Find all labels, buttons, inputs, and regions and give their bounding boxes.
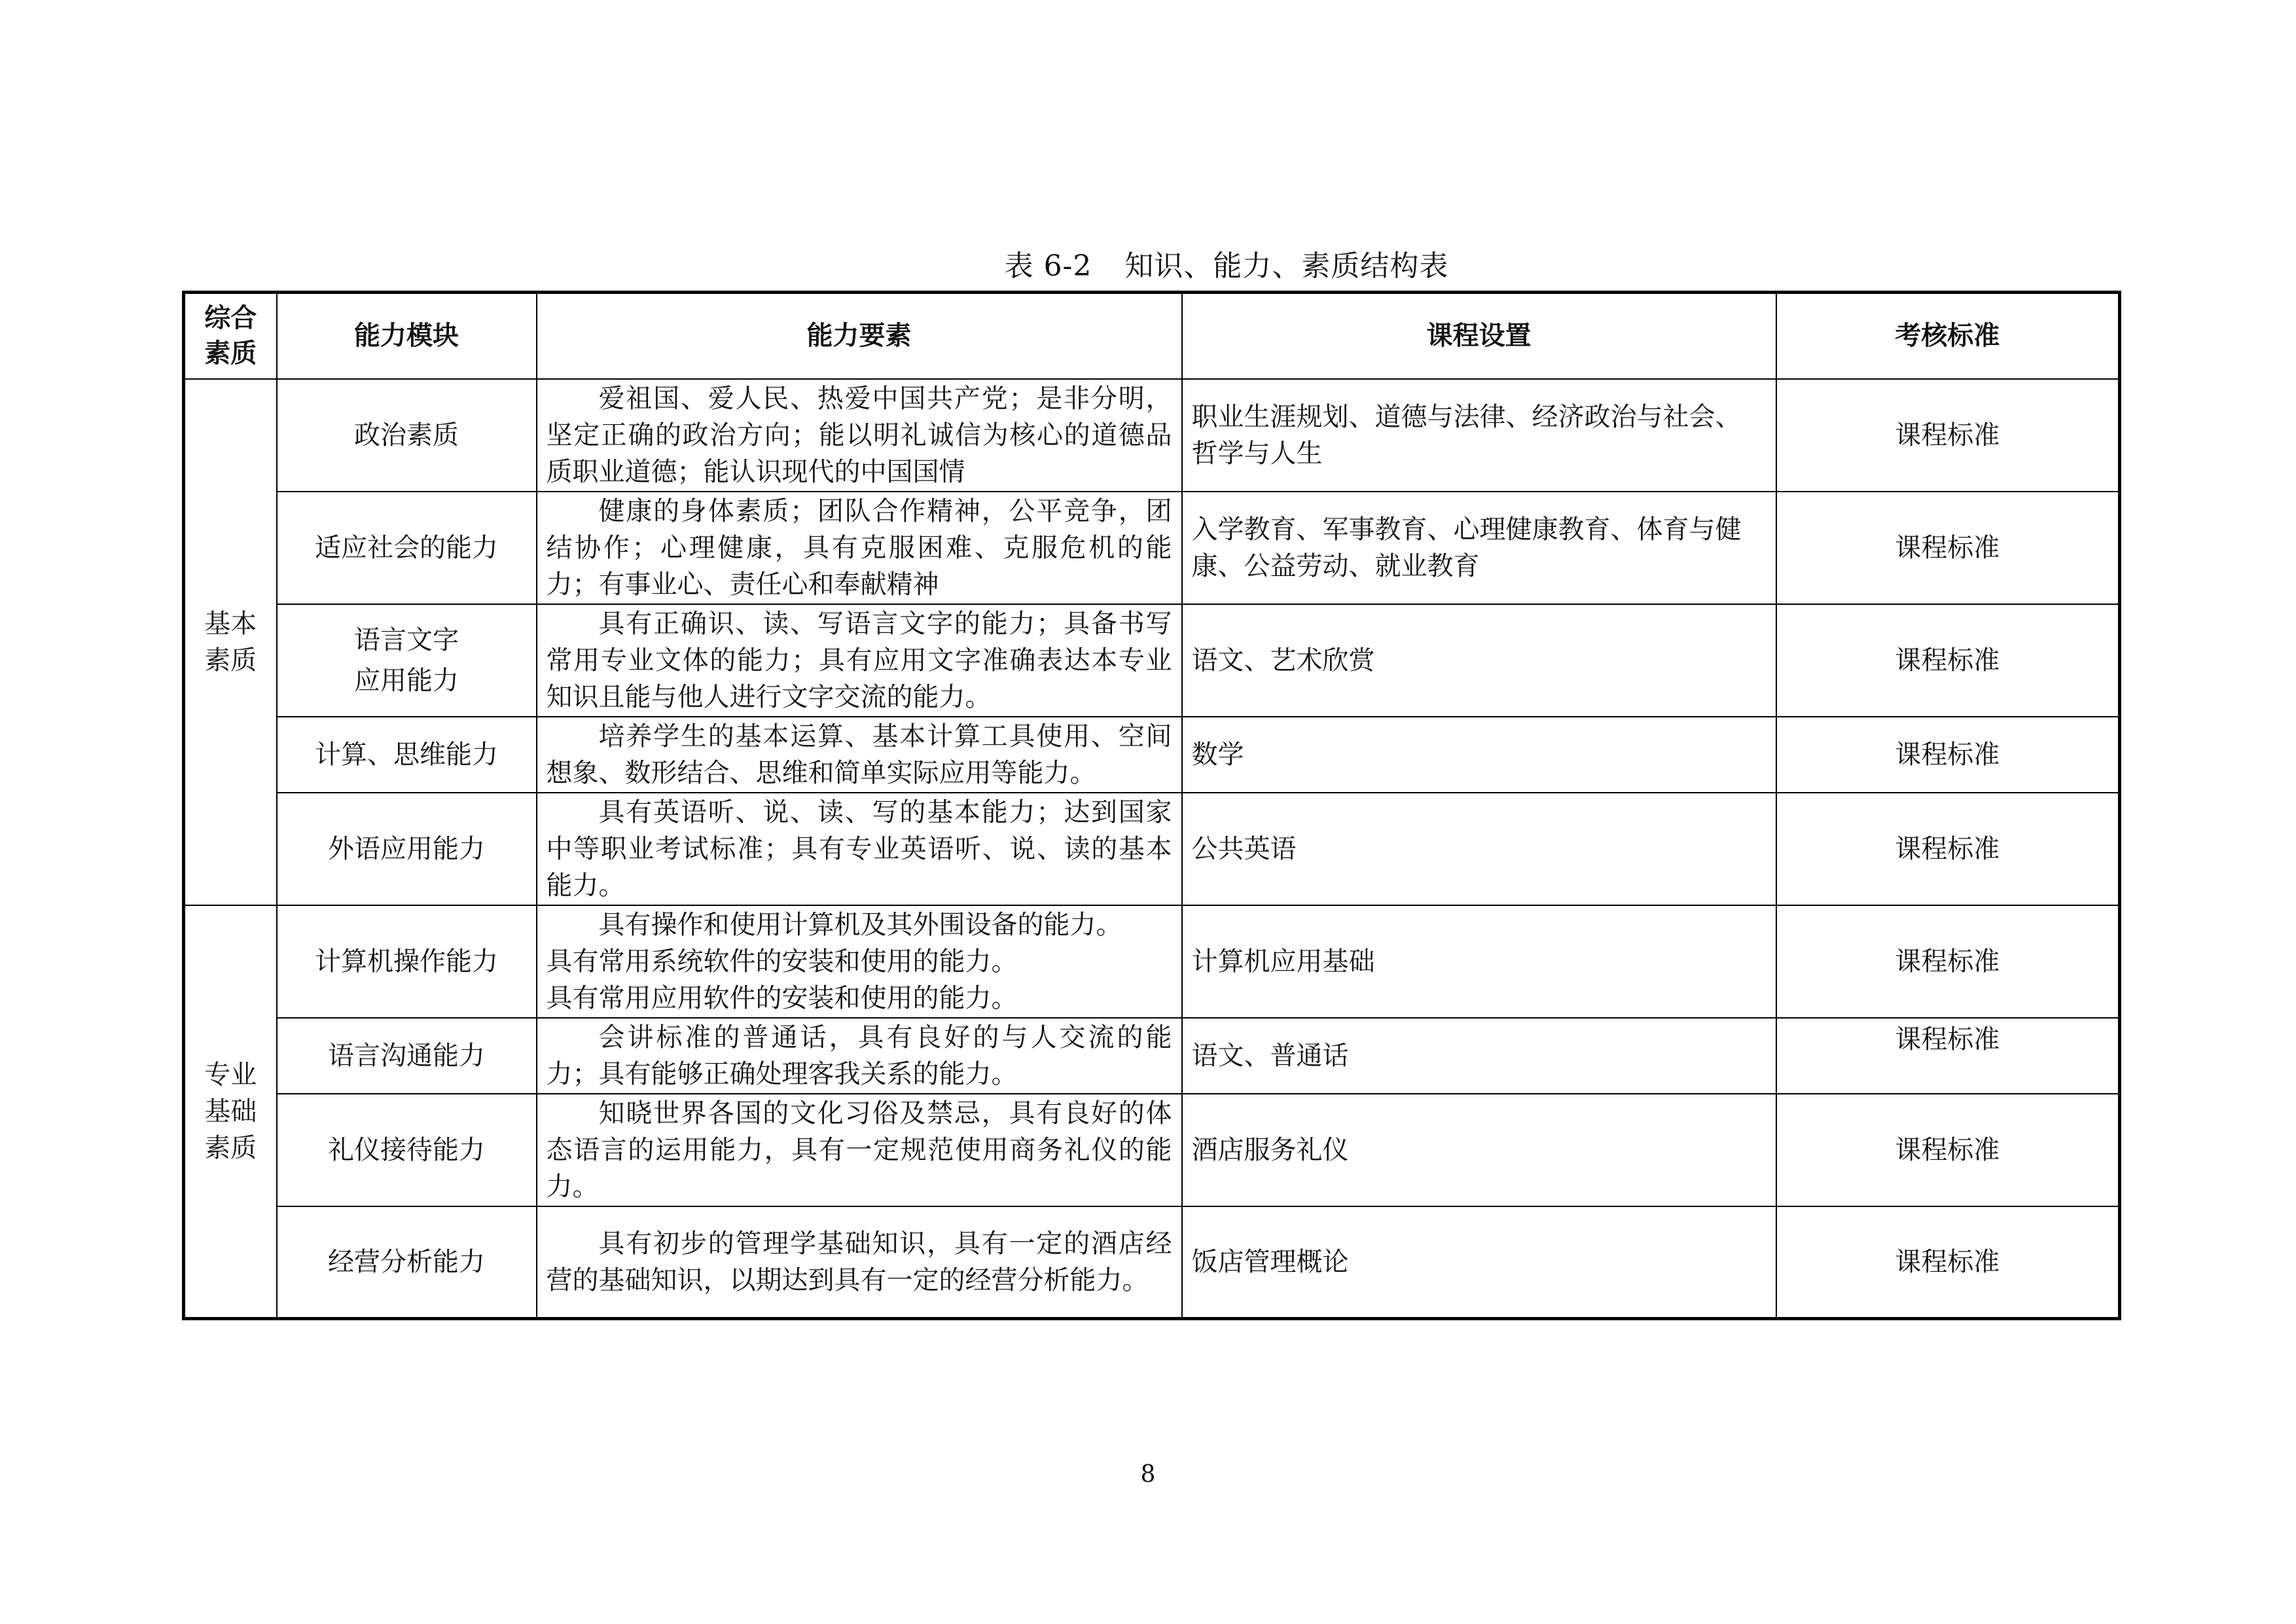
standard-cell: 课程标准	[1776, 717, 2120, 793]
category-cell-professional	[184, 905, 277, 1319]
module-cell: 经营分析能力	[277, 1206, 537, 1319]
module-cell: 外语应用能力	[277, 793, 537, 905]
table-caption	[0, 244, 2296, 289]
category-cell-basic	[184, 379, 277, 905]
courses-cell: 公共英语	[1182, 793, 1776, 905]
standard-cell: 课程标准	[1776, 905, 2120, 1018]
courses-cell: 计算机应用基础	[1182, 905, 1776, 1018]
standard-cell: 课程标准	[1776, 604, 2120, 717]
elements-cell: 健康的身体素质；团队合作精神，公平竞争，团结协作；心理健康，具有克服困难、克服危机的能力；有事业心、责任心和奉献精神	[537, 492, 1182, 604]
courses-cell: 数学	[1182, 717, 1776, 793]
header-category	[184, 293, 277, 379]
table-row	[184, 492, 2120, 604]
elements-line: 具有常用应用软件的安装和使用的能力。	[546, 983, 1018, 1013]
standard-cell: 课程标准	[1776, 1206, 2120, 1319]
courses-cell: 语文、普通话	[1182, 1018, 1776, 1094]
elements-cell: 培养学生的基本运算、基本计算工具使用、空间想象、数形结合、思维和简单实际应用等能力。	[537, 717, 1182, 793]
module-cell: 适应社会的能力	[277, 492, 537, 604]
category-line: 素质	[204, 1132, 257, 1163]
table-row	[184, 379, 2120, 492]
module-cell: 语言沟通能力	[277, 1018, 537, 1094]
page-number: 8	[1140, 1461, 1156, 1488]
header-category-line1: 综合	[204, 303, 257, 334]
table-row	[184, 905, 2120, 1018]
table-caption-number: 表 6-2	[1004, 249, 1092, 283]
standard-cell: 课程标准	[1776, 492, 2120, 604]
structure-table	[182, 291, 2121, 1320]
module-cell	[277, 604, 537, 717]
elements-cell: 会讲标准的普通话，具有良好的与人交流的能力；具有能够正确处理客我关系的能力。	[537, 1018, 1182, 1094]
category-line: 专业	[204, 1059, 257, 1090]
table-row	[184, 793, 2120, 905]
module-cell: 礼仪接待能力	[277, 1094, 537, 1206]
table-row	[184, 717, 2120, 793]
elements-cell: 具有英语听、说、读、写的基本能力；达到国家中等职业考试标准；具有专业英语听、说、读的基本能力。	[537, 793, 1182, 905]
standard-cell: 课程标准	[1776, 379, 2120, 492]
courses-cell: 饭店管理概论	[1182, 1206, 1776, 1319]
header-standard: 考核标准	[1776, 293, 2120, 379]
elements-cell: 爱祖国、爱人民、热爱中国共产党；是非分明，坚定正确的政治方向；能以明礼诚信为核心的道德品质职业道德；能认识现代的中国国情	[537, 379, 1182, 492]
table-row	[184, 1094, 2120, 1206]
elements-cell: 具有初步的管理学基础知识，具有一定的酒店经营的基础知识，以期达到具有一定的经营分析能力。	[537, 1206, 1182, 1319]
header-module: 能力模块	[277, 293, 537, 379]
header-category-line2: 素质	[204, 338, 257, 369]
elements-cell: 知晓世界各国的文化习俗及禁忌，具有良好的体态语言的运用能力，具有一定规范使用商务礼仪的能力。	[537, 1094, 1182, 1206]
elements-line: 具有常用系统软件的安装和使用的能力。	[546, 946, 1018, 977]
elements-line: 具有操作和使用计算机及其外围设备的能力。	[598, 909, 1122, 940]
table-row	[184, 1206, 2120, 1319]
table-row	[184, 1018, 2120, 1094]
module-cell: 计算、思维能力	[277, 717, 537, 793]
standard-cell: 课程标准	[1776, 1018, 2120, 1094]
header-courses: 课程设置	[1182, 293, 1776, 379]
elements-cell	[537, 905, 1182, 1018]
courses-cell: 语文、艺术欣赏	[1182, 604, 1776, 717]
standard-cell: 课程标准	[1776, 1094, 2120, 1206]
courses-cell: 职业生涯规划、道德与法律、经济政治与社会、哲学与人生	[1182, 379, 1776, 492]
category-line: 基础	[204, 1096, 257, 1127]
module-line: 语言文字	[354, 624, 459, 655]
category-line: 基本	[204, 608, 257, 639]
category-line: 素质	[204, 645, 257, 676]
courses-cell: 入学教育、军事教育、心理健康教育、体育与健康、公益劳动、就业教育	[1182, 492, 1776, 604]
header-elements: 能力要素	[537, 293, 1182, 379]
courses-cell: 酒店服务礼仪	[1182, 1094, 1776, 1206]
module-cell: 计算机操作能力	[277, 905, 537, 1018]
module-cell: 政治素质	[277, 379, 537, 492]
table-header-row	[184, 293, 2120, 379]
elements-cell: 具有正确识、读、写语言文字的能力；具备书写常用专业文体的能力；具有应用文字准确表达本专业知识且能与他人进行文字交流的能力。	[537, 604, 1182, 717]
module-line: 应用能力	[354, 665, 459, 696]
table-caption-title: 知识、能力、素质结构表	[1124, 249, 1449, 283]
table-row	[184, 604, 2120, 717]
standard-cell: 课程标准	[1776, 793, 2120, 905]
